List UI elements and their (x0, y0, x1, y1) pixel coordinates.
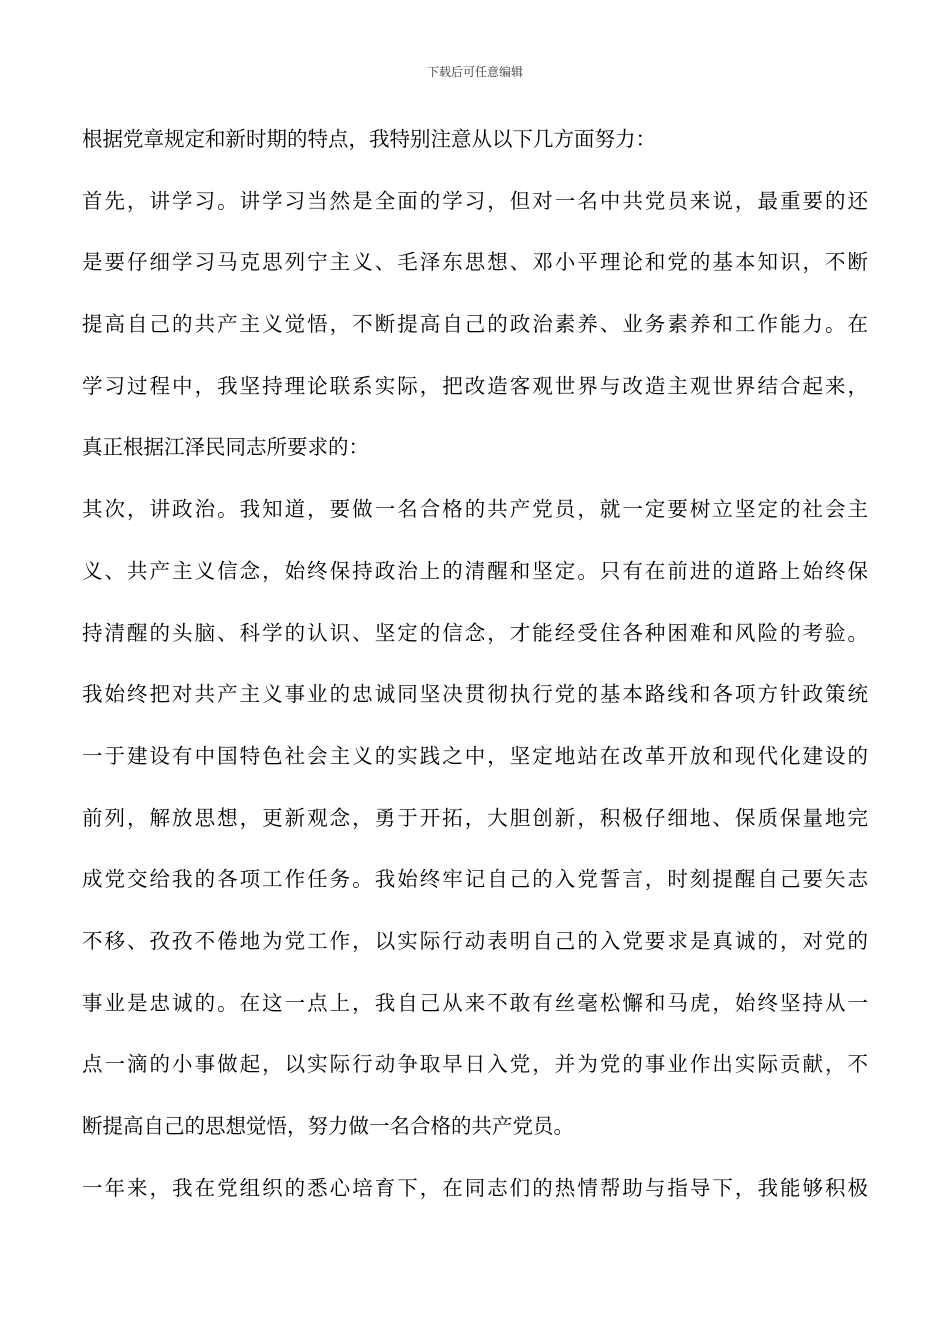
text-line: 根据党章规定和新时期的特点，我特别注意从以下几方面努力： (82, 127, 656, 151)
text-line: 前列，解放思想，更新观念，勇于开拓，大胆创新，积极仔细地、保质保量地完 (82, 805, 868, 830)
text-line: 真正根据江泽民同志所要求的： (82, 435, 369, 460)
text-line: 点一滴的小事做起，以实际行动争取早日入党，并为党的事业作出实际贡献，不 (82, 1052, 868, 1077)
text-line: 持清醒的头脑、科学的认识、坚定的信念，才能经受住各种困难和风险的考验。 (82, 620, 868, 645)
text-line: 是要仔细学习马克思列宁主义、毛泽东思想、邓小平理论和党的基本知识，不断 (82, 250, 868, 275)
text-line: 事业是忠诚的。在这一点上，我自己从来不敢有丝毫松懈和马虎，始终坚持从一 (82, 990, 868, 1015)
text-line: 我始终把对共产主义事业的忠诚同坚决贯彻执行党的基本路线和各项方针政策统 (82, 682, 868, 707)
text-line: 学习过程中，我坚持理论联系实际，把改造客观世界与改造主观世界结合起来， (82, 373, 868, 398)
text-line: 成党交给我的各项工作任务。我始终牢记自己的入党誓言，时刻提醒自己要矢志 (82, 867, 868, 892)
text-line: 首先，讲学习。讲学习当然是全面的学习，但对一名中共党员来说，最重要的还 (82, 188, 868, 213)
text-line: 断提高自己的思想觉悟，努力做一名合格的共产党员。 (82, 1114, 574, 1138)
text-line: 其次，讲政治。我知道，要做一名合格的共产党员，就一定要树立坚定的社会主 (82, 497, 868, 522)
text-line: 义、共产主义信念，始终保持政治上的清醒和坚定。只有在前进的道路上始终保 (82, 558, 868, 583)
text-line: 提高自己的共产主义觉悟，不断提高自己的政治素养、业务素养和工作能力。在 (82, 312, 868, 337)
page-header: 下载后可任意编辑 (426, 65, 523, 79)
document-body (82, 117, 868, 1227)
text-line: 一于建设有中国特色社会主义的实践之中，坚定地站在改革开放和现代化建设的 (82, 743, 868, 768)
text-line: 不移、孜孜不倦地为党工作，以实际行动表明自己的入党要求是真诚的，对党的 (82, 928, 868, 953)
text-line: 一年来，我在党组织的悉心培育下，在同志们的热情帮助与指导下，我能够积极 (82, 1175, 868, 1200)
